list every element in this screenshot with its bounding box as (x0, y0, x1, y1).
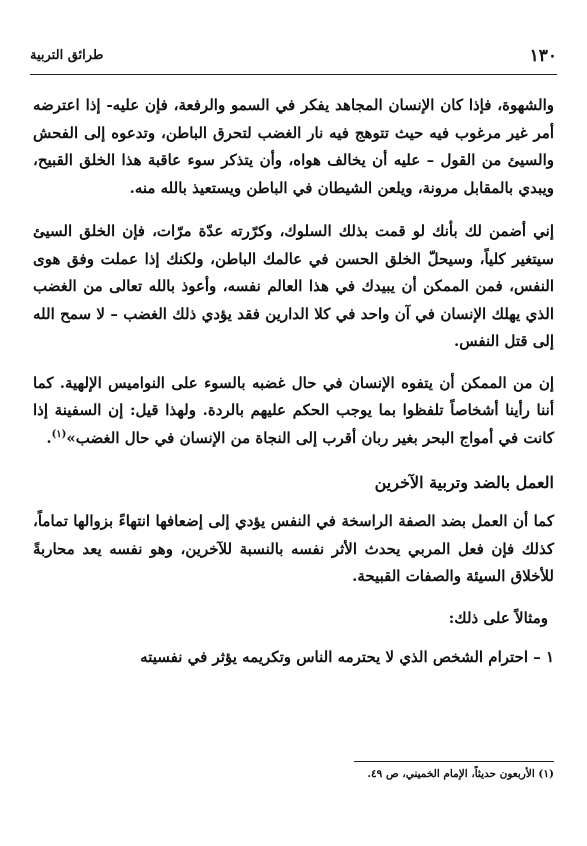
body-paragraph-3: إن من الممكن أن يتفوه الإنسان في حال غضبه بالسوء على النواميس الإلهية. كما أننا رأينا أشخاصاً تلفظوا بما يوجب الحكم عليهم بالردة. ولهذا قيل: إن السفينة إذا كانت في أمواج البحر بغير ربان أقرب إلى النجاة من الإنسان في حال الغضب»$^{(١)}$. (33, 373, 554, 447)
list-item-1: ١ – احترام الشخص الذي لا يحترمه الناس وتكريمه يؤثر في نفسيته (140, 648, 554, 666)
page-header (30, 46, 557, 72)
running-title: طرائق التربية (30, 48, 104, 63)
footnote: (١) الأربعون حديثاً، الإمام الخميني، ص ٤٩. (367, 768, 554, 780)
footnote-reference: (١) (51, 428, 67, 440)
body-paragraph-1: والشهوة، فإذا كان الإنسان المجاهد يفكر في السمو والرفعة، فإن عليه- إذا اعترضه أمر غير مرغوب فيه حيث تتوهج فيه نار الغضب لتحرق الباطن، وتدعوه إلى الفحش والسيئ من القول – عليه أن يخالف هواه، وأن يتذكر سوء عاقبة هذا الخلق القبيح، ويبدي بالمقابل مرونة، ويلعن الشيطان في الباطن ويستعيذ بالله منه. (33, 96, 554, 197)
section-paragraph: كما أن العمل بضد الصفة الراسخة في النفس يؤدي إلى إضعافها انتهاءً بزوالها تماماً، كذلك فإن فعل المربي يحدث الأثر نفسه بالنسبة للآخرين، وهو نفسه يعد محاربةً للأخلاق السيئة والصفات القبيحة. (33, 512, 554, 585)
footnote-divider (354, 761, 554, 762)
body-paragraph-2: إني أضمن لك بأنك لو قمت بذلك السلوك، وكرّرته عدّة مرّات، فإن الخلق السيئ سيتغير كلياً، وسيحلّ الخلق الحسن في عالمك الباطن، ولكنك إذا عملت وفق هوى النفس، فمن الممكن أن يبيدك في هذا العالم نفسه، وأعوذ بالله تعالى من الغضب الذي يهلك الإنسان في آن واحد في كلا الدارين فقد يؤدي ذلك الغضب – لا سمح الله إلى قتل النفس. (33, 222, 554, 350)
page-number: ١٣٠ (529, 46, 557, 66)
example-intro: ومثالاً على ذلك: (448, 608, 548, 627)
header-divider (30, 74, 557, 75)
section-heading: العمل بالضد وتربية الآخرين (374, 473, 554, 492)
body-paragraph-3-text: إن من الممكن أن يتفوه الإنسان في حال غضبه بالسوء على النواميس الإلهية. كما أننا رأينا أشخاصاً تلفظوا بما يوجب الحكم عليهم بالردة. ولهذا قيل: إن السفينة إذا كانت في أمواج البحر بغير ربان أقرب إلى النجاة من الإنسان في حال الغضب» (33, 373, 554, 447)
page-body (33, 92, 554, 672)
